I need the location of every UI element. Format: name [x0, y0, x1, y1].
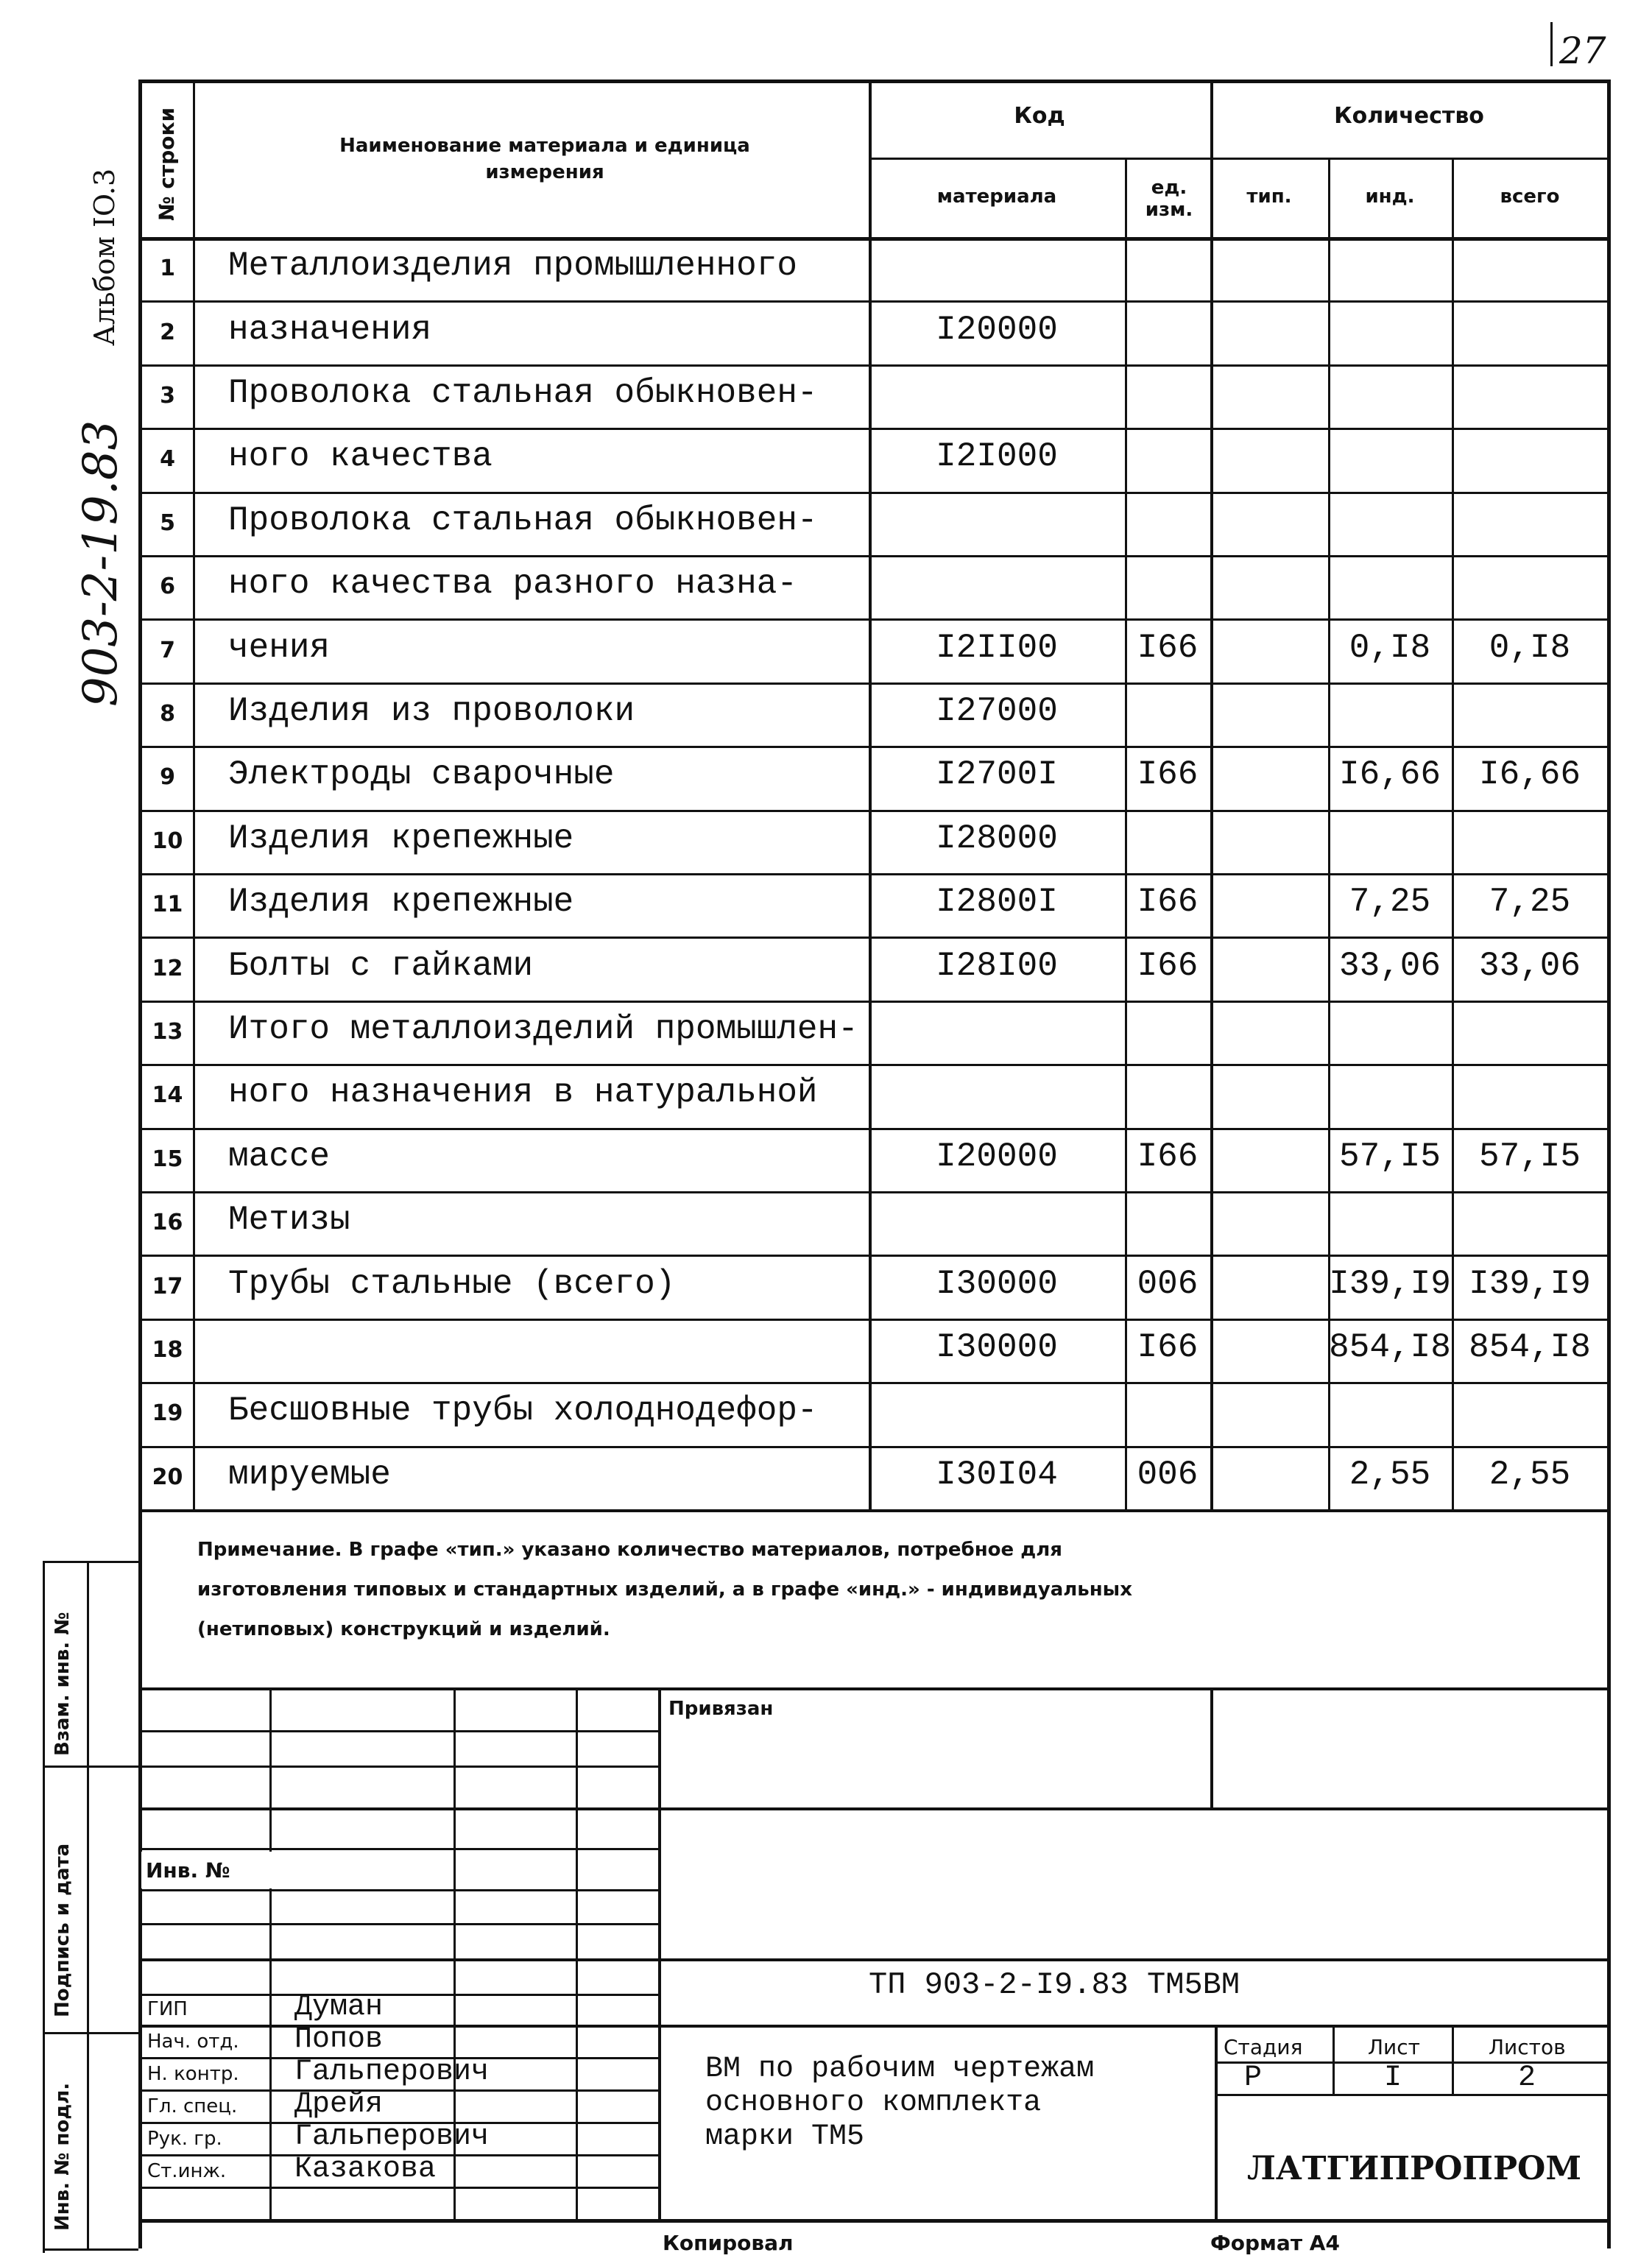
row-number: 6 [160, 574, 175, 599]
header-row-no: № строки [155, 107, 179, 221]
role-label: Рук. гр. [147, 2128, 222, 2150]
sheets-label: Листов [1489, 2035, 1566, 2059]
material-name: Изделия крепежные [228, 883, 574, 921]
material-name: ного качества разного назна- [228, 565, 797, 603]
row-number: 5 [160, 510, 175, 536]
cell-code: I30I04 [936, 1456, 1058, 1494]
header-quantity: Количество [1334, 103, 1484, 129]
material-name: Проволока стальная обыкновен- [228, 501, 818, 540]
header-q-typ: тип. [1246, 186, 1292, 208]
row-number: 7 [160, 638, 175, 663]
row-number: 3 [160, 383, 175, 409]
cell-unit: I66 [1137, 755, 1199, 794]
material-name: чения [228, 629, 331, 667]
cell-total: 33,06 [1478, 947, 1581, 985]
handwritten-code: 903-2-19.83 [74, 420, 128, 707]
cell-ind: I39,I9 [1329, 1265, 1451, 1303]
signer-name: Гальперович [294, 2120, 490, 2154]
cell-unit: 006 [1137, 1456, 1199, 1494]
row-number: 10 [152, 828, 183, 854]
header-code-unit: ед. изм. [1145, 177, 1193, 221]
cell-total: 2,55 [1489, 1456, 1571, 1494]
cell-total: I6,66 [1478, 755, 1581, 794]
copied-label: Копировал [663, 2231, 794, 2255]
note-line-1: Примечание. В графе «тип.» указано количество материалов, потребное для [197, 1539, 1062, 1561]
title-line-2: основного комплекта [705, 2087, 1042, 2120]
material-name: Болты с гайками [228, 947, 534, 985]
podpis-data-label: Подпись и дата [52, 1843, 74, 2017]
signer-name: Думан [294, 1991, 384, 2024]
signer-name: Дрейя [294, 2088, 384, 2121]
cell-ind: I6,66 [1338, 755, 1441, 794]
header-q-total: всего [1500, 186, 1560, 208]
cell-code: I30000 [936, 1328, 1058, 1366]
cell-ind: 854,I8 [1329, 1328, 1451, 1366]
role-label: Гл. спец. [147, 2095, 238, 2117]
row-number: 15 [152, 1146, 183, 1172]
format-label: Формат А4 [1210, 2231, 1340, 2255]
cell-code: I28I00 [936, 947, 1058, 985]
vzam-inv-label: Взам. инв. № [52, 1612, 74, 1756]
material-name: Изделия из проволоки [228, 692, 635, 730]
role-label: Нач. отд. [147, 2031, 239, 2053]
role-label: Н. контр. [147, 2063, 239, 2085]
role-label: Ст.инж. [147, 2160, 227, 2182]
cell-total: 57,I5 [1478, 1137, 1581, 1176]
material-name: Итого металлоизделий промышлен- [228, 1010, 858, 1048]
row-number: 20 [152, 1464, 183, 1490]
row-number: 19 [152, 1400, 183, 1426]
row-number: 4 [160, 446, 175, 472]
row-number: 14 [152, 1082, 183, 1108]
cell-total: 854,I8 [1469, 1328, 1591, 1366]
row-number: 1 [160, 255, 175, 281]
signer-name: Попов [294, 2023, 384, 2056]
cell-code: I20000 [936, 311, 1058, 349]
row-number: 8 [160, 701, 175, 727]
cell-ind: 57,I5 [1338, 1137, 1441, 1176]
sheets-value: 2 [1518, 2061, 1536, 2095]
cell-code: I20000 [936, 1137, 1058, 1176]
material-name: Метизы [228, 1201, 350, 1239]
cell-code: I2800I [936, 883, 1058, 921]
cell-unit: I66 [1137, 1137, 1199, 1176]
row-number: 18 [152, 1337, 183, 1363]
material-name: Бесшовные трубы холоднодефор- [228, 1391, 818, 1430]
title-line-3: марки ТМ5 [705, 2120, 865, 2154]
cell-total: 7,25 [1489, 883, 1571, 921]
row-number: 2 [160, 320, 175, 345]
cell-code: I2700I [936, 755, 1058, 794]
note-line-2: изготовления типовых и стандартных изделий, а в графе «инд.» - индивидуальных [197, 1579, 1132, 1601]
row-number: 16 [152, 1210, 183, 1235]
cell-unit: I66 [1137, 947, 1199, 985]
row-number: 17 [152, 1274, 183, 1299]
cell-code: I2II00 [936, 629, 1058, 667]
stage-value: Р [1244, 2061, 1263, 2095]
cell-unit: I66 [1137, 629, 1199, 667]
note-line-3: (нетиповых) конструкций и изделий. [197, 1618, 610, 1640]
cell-unit: I66 [1137, 883, 1199, 921]
sheet-label: Лист [1368, 2035, 1420, 2059]
cell-code: I28000 [936, 819, 1058, 858]
signer-name: Казакова [294, 2153, 437, 2186]
row-number: 12 [152, 956, 183, 981]
cell-unit: 006 [1137, 1265, 1199, 1303]
cell-code: I27000 [936, 692, 1058, 730]
cell-ind: 33,06 [1338, 947, 1441, 985]
cell-unit: I66 [1137, 1328, 1199, 1366]
album-label: Альбом IO.3 [88, 168, 121, 346]
material-name: массе [228, 1137, 331, 1176]
cell-ind: 2,55 [1349, 1456, 1431, 1494]
organization-name: ЛАТГИПРОПРОМ [1247, 2150, 1582, 2187]
stage-label: Стадия [1224, 2035, 1303, 2059]
role-label: ГИП [147, 1998, 188, 2020]
cell-ind: 0,I8 [1349, 629, 1431, 667]
material-name: Трубы стальные (всего) [228, 1265, 676, 1303]
inv-podl-label: Инв. № подл. [52, 2082, 74, 2231]
signer-name: Гальперович [294, 2056, 490, 2089]
row-number: 11 [152, 892, 183, 917]
document-code: ТП 903-2-I9.83 ТМ5ВМ [869, 1967, 1240, 2003]
header-q-ind: инд. [1365, 186, 1415, 208]
material-name: Металлоизделия промышленного [228, 247, 797, 285]
material-name: ного качества [228, 437, 493, 476]
material-name: Проволока стальная обыкновен- [228, 374, 818, 412]
cell-ind: 7,25 [1349, 883, 1431, 921]
privyazan-label: Привязан [668, 1698, 774, 1720]
header-code: Код [1014, 103, 1065, 129]
page-number: 27 [1559, 29, 1606, 72]
title-line-1: ВМ по рабочим чертежам [705, 2053, 1095, 2086]
cell-total: 0,I8 [1489, 629, 1571, 667]
cell-code: I30000 [936, 1265, 1058, 1303]
sheet-value: I [1384, 2061, 1402, 2095]
material-name: мируемые [228, 1456, 391, 1494]
material-name: ного назначения в натуральной [228, 1073, 818, 1112]
cell-code: I2I000 [936, 437, 1058, 476]
row-number: 9 [160, 764, 175, 790]
row-number: 13 [152, 1019, 183, 1045]
material-name: назначения [228, 311, 432, 349]
header-name: Наименование материала и единица измерения [339, 135, 750, 183]
material-name: Изделия крепежные [228, 819, 574, 858]
material-name: Электроды сварочные [228, 755, 615, 794]
inv-no-label: Инв. № [146, 1858, 230, 1883]
cell-total: I39,I9 [1469, 1265, 1591, 1303]
header-code-material: материала [936, 186, 1057, 208]
